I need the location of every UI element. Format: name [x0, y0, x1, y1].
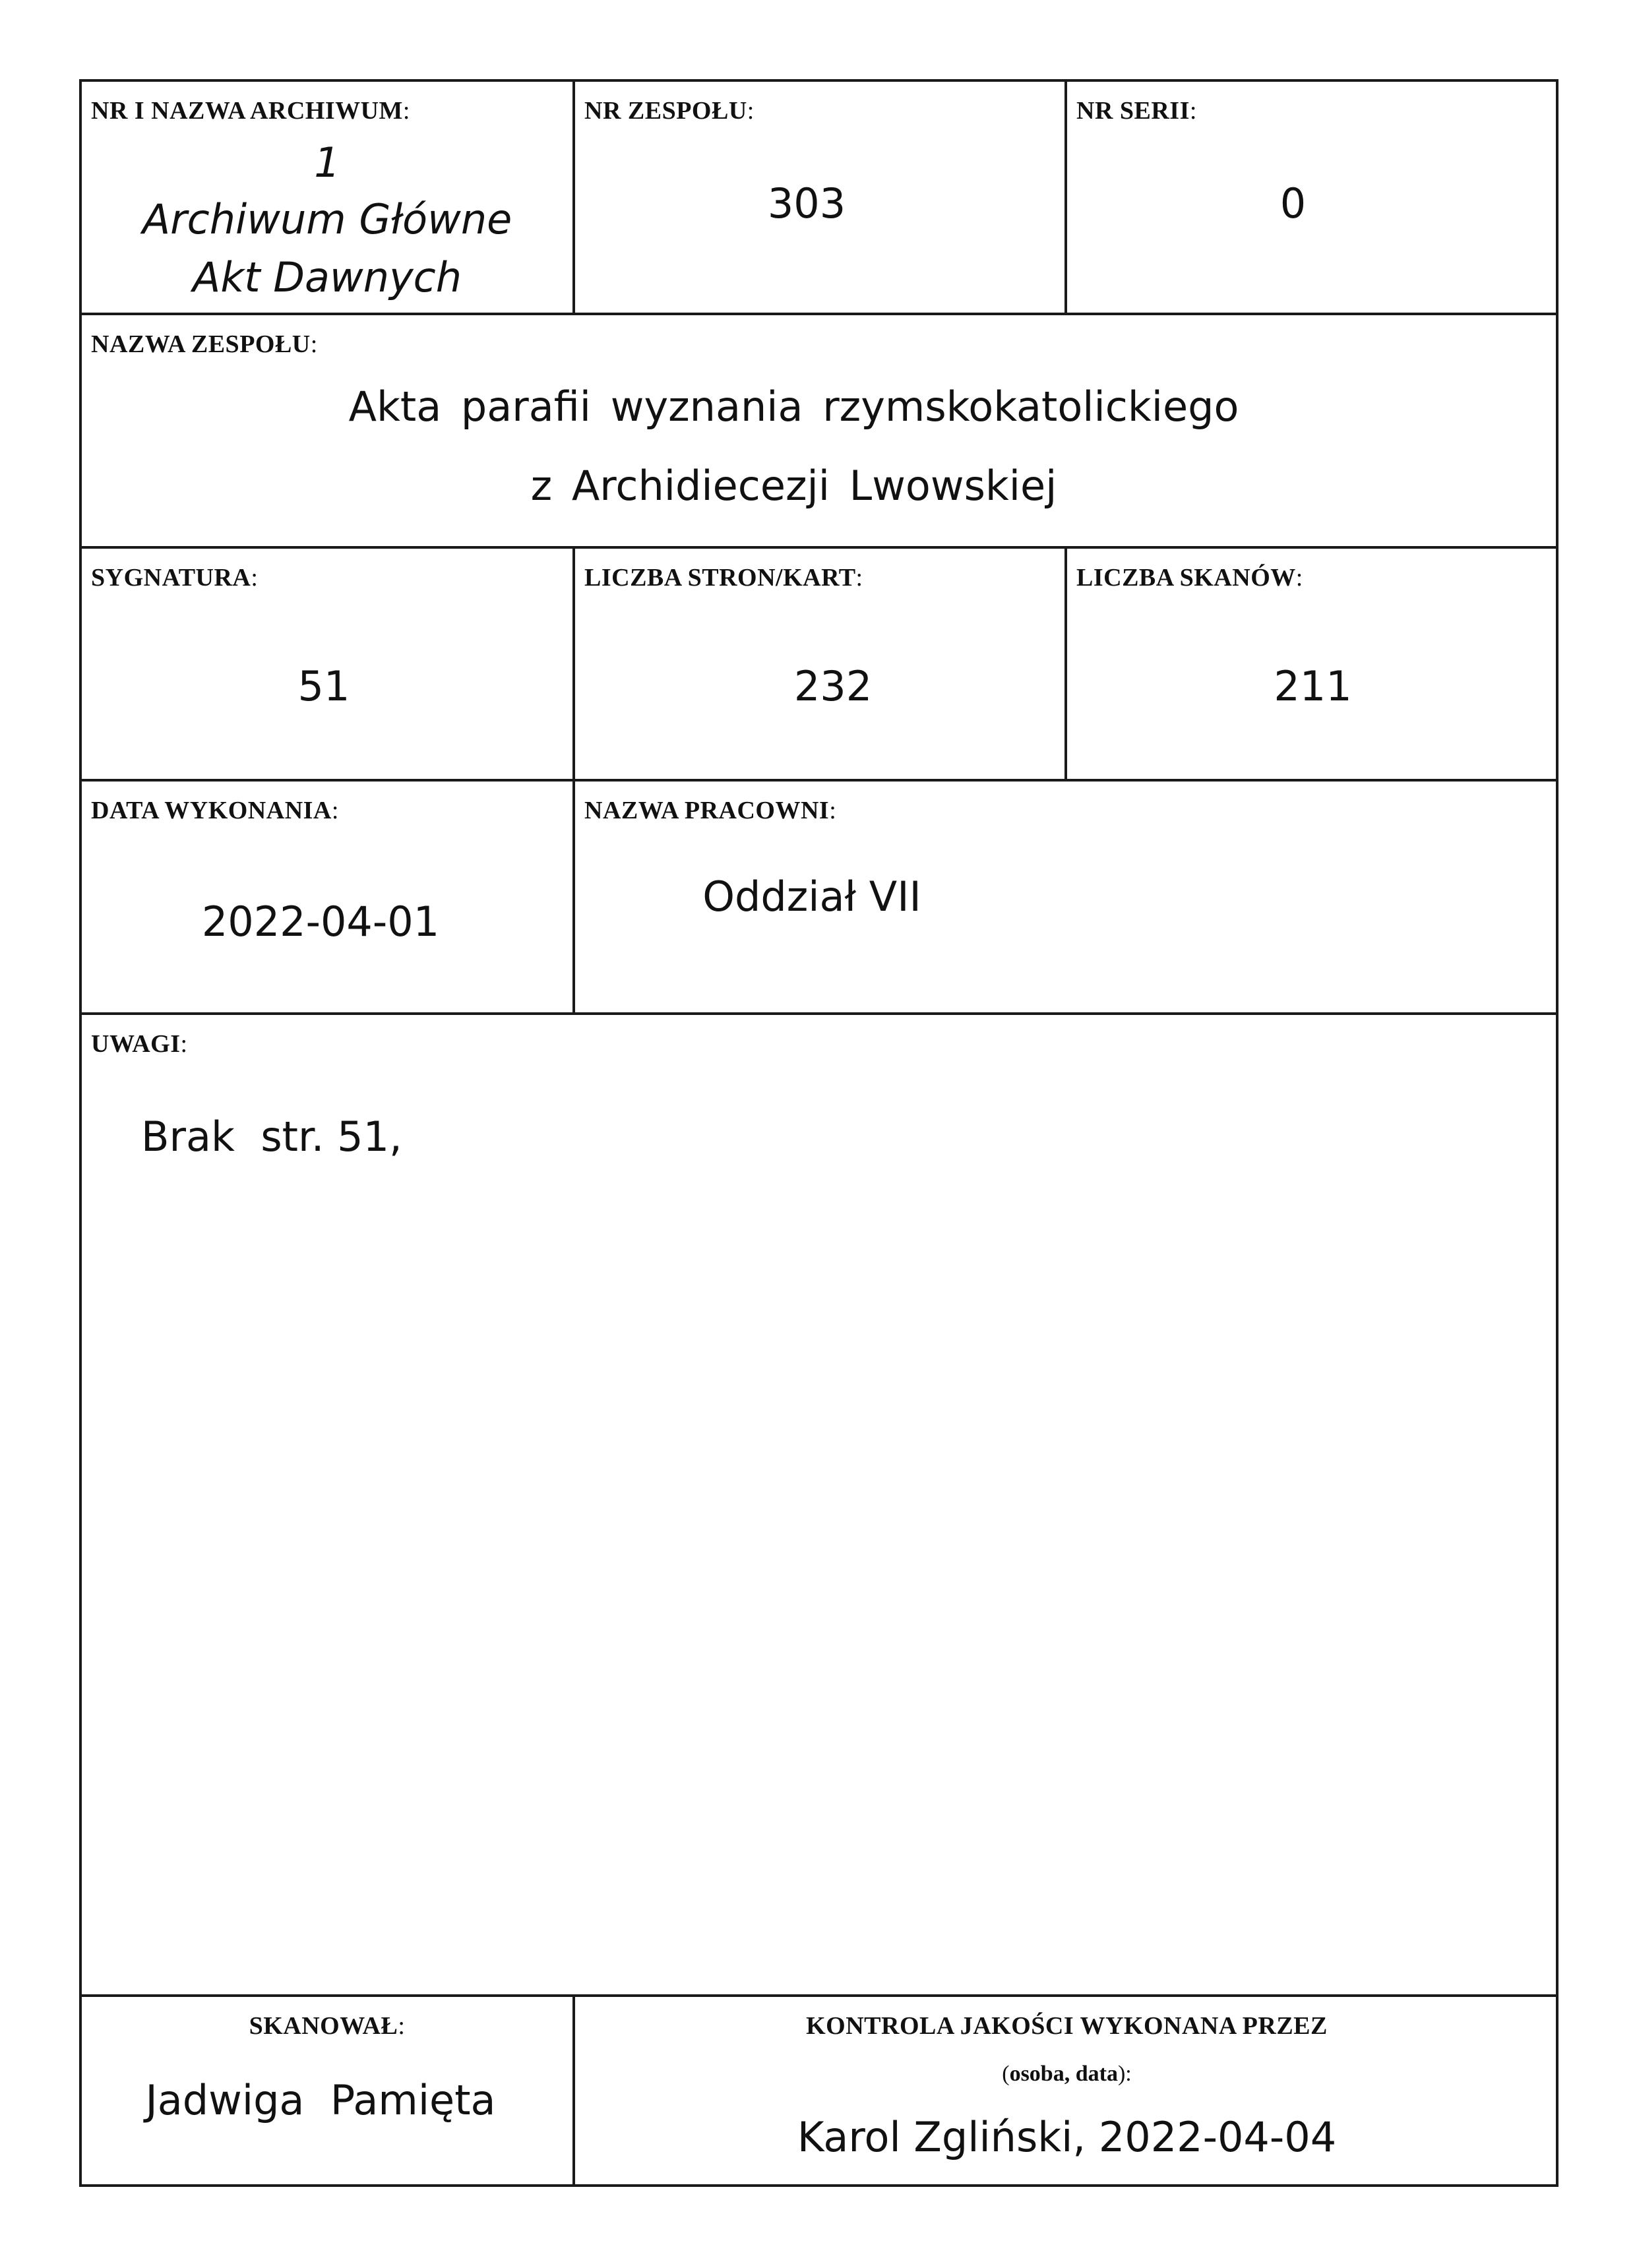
quality-control-cell: [575, 1997, 1558, 2187]
remarks-cell: [82, 1015, 1558, 1994]
quality-control-sublabel: (osoba, data):: [1002, 2062, 1132, 2086]
archive-label: NR I NAZWA ARCHIWUM:: [91, 97, 410, 125]
scanned-by-label: SKANOWAŁ:: [249, 2012, 406, 2040]
signature-value: 51: [297, 662, 350, 710]
series-number-value: 0: [1280, 179, 1307, 228]
archive-name-line1: Archiwum Główne: [142, 195, 512, 243]
fond-name-label: NAZWA ZESPOŁU:: [91, 330, 318, 358]
date-made-label: DATA WYKONANIA:: [91, 797, 339, 824]
pages-count-value: 232: [793, 662, 873, 710]
series-number-cell: [1067, 82, 1558, 313]
fond-number-label: NR ZESPOŁU:: [584, 97, 755, 125]
workshop-label: NAZWA PRACOWNI:: [584, 797, 837, 824]
fond-number-value: 303: [767, 179, 846, 228]
archive-number: 1: [314, 138, 340, 187]
quality-control-value: Karol Zgliński, 2022-04-04: [797, 2113, 1337, 2161]
series-number-label: NR SERII:: [1076, 97, 1197, 125]
archive-cell: [82, 82, 572, 313]
signature-cell: [82, 549, 572, 779]
fond-number-cell: [575, 82, 1064, 313]
remarks-label: UWAGI:: [91, 1030, 188, 1058]
metrics-sheet: [79, 79, 1558, 2187]
scans-count-cell: [1067, 549, 1558, 779]
quality-control-label: KONTROLA JAKOŚCI WYKONANA PRZEZ: [806, 2012, 1328, 2040]
workshop-cell: [575, 782, 1558, 1012]
fond-name-line1: Akta parafii wyznania rzymskokatolickiego: [348, 383, 1239, 431]
date-made-value: 2022-04-01: [201, 898, 440, 946]
fond-name-cell: [82, 315, 1558, 546]
fond-name-line2: z Archidiecezji Lwowskiej: [530, 462, 1057, 510]
scans-count-label: LICZBA SKANÓW:: [1076, 564, 1303, 592]
remarks-value: Brak str. 51,: [141, 1113, 402, 1161]
scanned-by-cell: [82, 1997, 572, 2187]
pages-count-label: LICZBA STRON/KART:: [584, 564, 863, 592]
signature-label: SYGNATURA:: [91, 564, 259, 592]
scanned-by-value: Jadwiga Pamięta: [145, 2076, 496, 2124]
archive-name-line2: Akt Dawnych: [192, 253, 462, 301]
pages-count-cell: [575, 549, 1064, 779]
date-made-cell: [82, 782, 572, 1012]
workshop-value: Oddział VII: [702, 873, 921, 921]
scans-count-value: 211: [1274, 662, 1352, 710]
